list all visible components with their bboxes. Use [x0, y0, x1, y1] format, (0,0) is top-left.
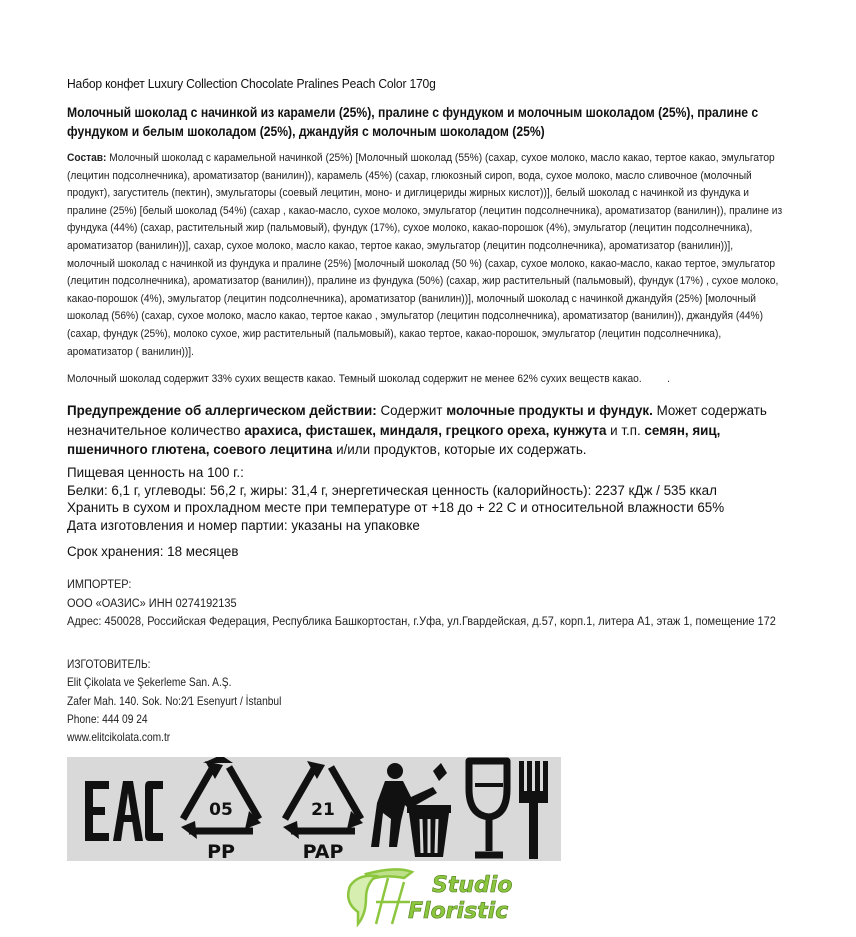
recycle-pp-icon	[175, 757, 267, 861]
product-subtitle: Молочный шоколад с начинкой из карамели (25%), пралине с фундуком и молочным шоколадом (25%), пралине с фундуком и белым шоколадом (25%), джандуйя с молочным шоколадом (25%)	[67, 105, 759, 139]
manufacturer-address: Zafer Mah. 140. Sok. No:2⁄1 Esenyurt / İstanbul	[67, 694, 282, 708]
nutrition-section	[67, 464, 827, 534]
allergy-bold: семян, яиц, пшеничного глютена, соевого лецитина	[67, 422, 721, 457]
ingredients-text: Молочный шоколад с карамельной начинкой (25%) [Молочный шоколад (55%) (сахар, сухое молоко, масло какао, тертое какао, эмульгатор (лецитин подсолнечника), ароматизатор (ванилин)), карамель (45%) (сахар, глюкозный сироп, вода, сухое молоко, масло сливочное (молочный продукт), загуститель (пектин), эмульгаторы (соевый лецитин, моно- и диглицериды жирных кислот))], белый шоколад с начинкой из фундука и пралине (25%) [белый шоколад (54%) (сахар , какао-масло, сухое молоко, эмульгатор (лецитин подсолнечника), ароматизатор (ванилин)), пралине из фундука (44%) (сахар, растительный жир (пальмовый), фундук (17%), сухое молоко, какао-порошок (4%), эмульгатор (лецитин подсолнечника), ароматизатор (ванилин))], сахар, сухое молоко, масло какао, тертое какао, эмульгатор (лецитин подсолнечника), ароматизатор (ванилин))], молочный шоколад с начинкой из фундука и пралине (25%) [молочный шоколад (50 %) (сахар, сухое молоко, какао-масло, какао тертое, эмульгатор (лецитин подсолнечника), ароматизатор (ванилин)), пралине из фундука (50%) (сахар, жир растительный (пальмовый), фундук (17%) , сухое молоко, какао-порошок (4%), эмульгатор (лецитин подсолнечника), ароматизатор (ванилин))], молочный шоколад с начинкой джандуйя (25%) [молочный шоколад (56%) (сахар, сухое молоко, масло какао, тертое какао , эмульгатор (лецитин подсолнечника), ароматизатор (ванилин)), джандуйя (44%) (сахар, фундук (25%), молоко сухое, жир растительный (пальмовый), какао тертое, какао-порошок, эмульгатор (лецитин подсолнечника), ароматизатор ( ванилин))].	[67, 152, 783, 358]
allergy-bold: арахиса, фисташек, миндаля, грецкого ореха, кунжута	[244, 422, 607, 438]
allergy-text: Содержит	[376, 403, 447, 418]
ingredients-label: Состав:	[67, 152, 107, 164]
recycle-pp-label: PP	[207, 841, 235, 861]
importer-section	[67, 575, 787, 631]
manufacturer-name: Elit Çikolata ve Şekerleme San. A.Ş.	[67, 676, 232, 690]
studio-floristic-watermark	[336, 862, 526, 932]
nutrition-heading: Пищевая ценность на 100 г.:	[67, 465, 244, 480]
recycle-pap-code: 21	[311, 800, 335, 820]
importer-name: ООО «ОАЗИС» ИНН 0274192135	[67, 595, 237, 610]
allergy-text: и т.п.	[606, 422, 645, 438]
manufacturer-section	[67, 656, 419, 747]
shelf-life: Срок хранения: 18 месяцев	[67, 544, 239, 559]
importer-address: Адрес: 450028, Российская Федерация, Республика Башкортостан, г.Уфа, ул.Гвардейская, д.57, корп.1, литера А1, этаж 1, помещение 172	[67, 614, 776, 628]
allergy-text: Может содержать незначительное количество	[67, 403, 767, 438]
manufacturer-heading: ИЗГОТОВИТЕЛЬ:	[67, 658, 151, 671]
tidy-man-bin-icon	[371, 757, 459, 861]
recycle-pap-icon	[277, 757, 369, 861]
food-contact-icon	[463, 757, 559, 861]
product-title: Набор конфет Luxury Collection Chocolate Pralines Peach Color 170g	[67, 76, 436, 91]
allergy-bold: молочные продукты и фундук.	[446, 403, 653, 418]
storage-conditions: Хранить в сухом и прохладном месте при температуре от +18 до + 22 С и относительной влажности 65%	[67, 500, 725, 515]
cocoa-note: Молочный шоколад содержит 33% сухих веществ какао. Темный шоколад содержит не менее 62% сухих веществ какао. .	[67, 373, 670, 385]
allergy-text: и/или продуктов, которые их содержать.	[332, 442, 587, 457]
manufacturer-phone: Phone: 444 09 24	[67, 712, 148, 726]
eac-mark-icon	[71, 757, 167, 861]
ingredients-paragraph	[67, 150, 783, 361]
watermark-line1: Studio	[432, 873, 513, 898]
recycle-pap-label: PAP	[302, 841, 344, 861]
certification-icons	[67, 757, 561, 861]
manufacturer-website[interactable]: www.elitcikolata.com.tr	[67, 731, 171, 745]
watermark-line2: Floristic	[408, 899, 509, 924]
allergy-label: Предупреждение об аллергическом действии:	[67, 403, 377, 418]
allergy-warning	[67, 401, 767, 460]
nutrition-values: Белки: 6,1 г, углеводы: 56,2 г, жиры: 31,4 г, энергетическая ценность (калорийность): 2237 кДж / 535 ккал	[67, 482, 717, 498]
importer-heading: ИМПОРТЕР:	[67, 577, 132, 591]
recycle-pp-code: 05	[209, 800, 233, 820]
production-date: Дата изготовления и номер партии: указаны на упаковке	[67, 517, 420, 533]
